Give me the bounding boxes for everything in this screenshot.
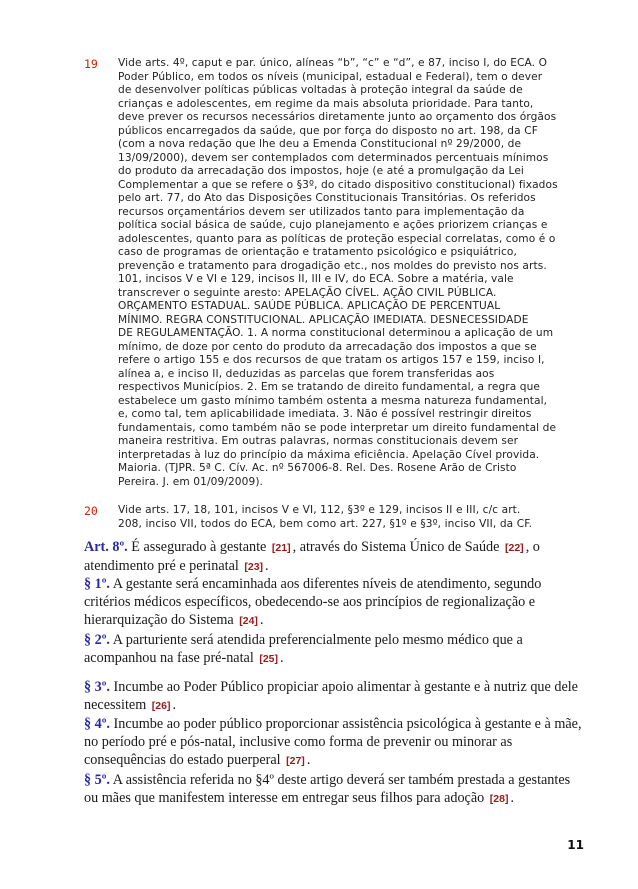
footnote-line: interpretadas à luz do princípio da máxima eficiência. Apelação Cível provida. [118,448,540,461]
footnote-line: estabelece um gasto mínimo também ostenta a mesma natureza fundamental, [118,394,548,407]
reference-24[interactable]: [24] [239,615,258,627]
paragraph-text: . [280,650,284,666]
footnote-number: 19 [84,57,98,71]
footnote-line: 208, inciso VII, todos do ECA, bem como art. 227, §1º e §3º, inciso VII, da CF. [118,517,533,530]
article-text: É assegurado à gestante [127,539,267,555]
page-number: 11 [567,838,584,852]
paragraph-4 [84,715,584,770]
footnote-line: adolescentes, quanto para as políticas de proteção especial correlatas, como é o [118,232,556,245]
footnote-line: de desenvolver políticas públicas voltadas à proteção integral da saúde de [118,84,523,96]
paragraph-text: . [172,697,177,713]
footnote-line: mínimo, de doze por cento do produto da arrecadação dos impostos a que se [118,340,537,353]
footnote-line: Vide arts. 17, 18, 101, incisos V e VI, 112, §3º e 129, incisos II e III, c/c art. [118,504,521,516]
paragraph-text: A gestante será encaminhada aos diferentes níveis de atendimento, segundo critérios médicos específicos, obedecendo-se aos princípios de regionalização e hierarquização do Sistema [84,576,542,628]
reference-27[interactable]: [27] [286,755,305,767]
footnote-line: do produto da arrecadação dos impostos, hoje (e até a promulgação da Lei [118,165,524,177]
footnote-line: política social básica de saúde, cujo planejamento e ações priorizem crianças e [118,219,548,231]
paragraph-1 [84,575,584,630]
paragraph-heading: § 1º. [84,576,110,592]
paragraph-heading: § 5º. [84,772,110,788]
reference-21[interactable]: [21] [271,542,291,554]
footnote-line: deve prever os recursos necessários diretamente junto ao orçamento dos órgãos [118,111,557,123]
paragraph-text: . [306,752,311,768]
article-8 [84,538,584,576]
article-text: , o atendimento pré e perinatal [84,539,540,574]
footnote-line: MÍNIMO. REGRA CONSTITUCIONAL. APLICAÇÃO IMEDIATA. DESNECESSIDADE [118,313,529,326]
article-heading: Art. 8º. [84,539,128,555]
footnote-line: fundamentais, como também não se pode interpretar um direito fundamental de [118,421,557,434]
paragraph-2 [84,631,584,668]
paragraph-text: A parturiente será atendida preferencialmente pelo mesmo médico que a acompanhou na fase pré-natal [84,632,523,666]
footnote-line: refere o artigo 155 e dos recursos de que tratam os artigos 157 e 159, inciso I, [118,354,545,366]
paragraph-heading: § 3º. [84,679,110,695]
reference-26[interactable]: [26] [151,700,171,712]
footnote-line: crianças e adolescentes, em regime da mais absoluta prioridade. Para tanto, [118,97,534,110]
footnote-line: maneira restritiva. Em outras palavras, normas constitucionais devem ser [118,435,519,447]
footnote-text [118,504,588,531]
article-text: , através do Sistema Único de Saúde [292,539,500,555]
reference-22[interactable]: [22] [505,542,524,554]
footnote-20 [84,504,588,531]
paragraph-text: . [510,790,515,806]
footnote-line: transcrever o seguinte aresto: APELAÇÃO CÍVEL. AÇÃO CIVIL PÚBLICA. [118,286,497,299]
footnote-line: (com a nova redação que lhe deu a Emenda Constitucional nº 29/2000, de [118,138,522,150]
footnote-line: 13/09/2000), devem ser contemplados com determinados percentuais mínimos [118,151,549,164]
paragraph-heading: § 2º. [84,632,110,648]
reference-25[interactable]: [25] [259,653,279,665]
footnote-line: 101, incisos V e VI e 129, incisos II, III e IV, do ECA. Sobre a matéria, vale [118,273,514,285]
paragraph-text: Incumbe ao poder público proporcionar assistência psicológica à gestante e à mãe, no período pré e pós-natal, inclusive como forma de prevenir ou minorar as consequências do estado puerperal [84,716,582,768]
paragraph-text: Incumbe ao Poder Público propiciar apoio alimentar à gestante e à nutriz que dele necessitem [84,679,578,713]
paragraph-heading: § 4º. [84,716,110,732]
footnote-line: DE REGULAMENTAÇÃO. 1. A norma constitucional determinou a aplicação de um [118,327,554,339]
footnote-line: ORÇAMENTO ESTADUAL. SAÚDE PÚBLICA. APLICAÇÃO DE PERCENTUAL [118,300,501,312]
paragraph-3 [84,678,584,715]
footnote-number: 20 [84,504,98,518]
paragraph-5 [84,771,584,808]
footnote-line: alínea a, e inciso II, deduzidas as parcelas que forem transferidas aos [118,367,495,380]
footnote-line: Maioria. (TJPR. 5ª C. Cív. Ac. nº 567006-8. Rel. Des. Rosene Arão de Cristo [118,462,517,474]
footnote-line: públicos encarregados da saúde, que por força do disposto no art. 198, da CF [118,124,538,137]
footnote-line: Poder Público, em todos os níveis (municipal, estadual e Federal), tem o dever [118,70,543,83]
paragraph-text: . [259,612,264,628]
footnote-line: recursos orçamentários devem ser utilizados tanto para implementação da [118,205,525,218]
footnote-line: pelo art. 77, do Ato das Disposições Constitucionais Transitórias. Os referidos [118,192,536,204]
article-text: . [265,558,269,574]
footnote-19 [84,57,588,489]
footnote-line: Pereira. J. em 01/09/2009). [118,475,264,488]
reference-23[interactable]: [23] [244,561,264,573]
footnote-line: e, como tal, tem aplicabilidade imediata. 3. Não é possível restringir direitos [118,408,532,420]
footnote-line: Vide arts. 4º, caput e par. único, alíneas “b”, “c” e “d”, e 87, inciso I, do ECA. O [118,57,548,69]
paragraph-text: A assistência referida no §4º deste artigo deverá ser também prestada a gestantes ou mães que manifestem interesse em entregar seus filhos para adoção [84,772,571,806]
footnote-line: respectivos Municípios. 2. Em se tratando de direito fundamental, a regra que [118,381,541,393]
footnote-line: Complementar a que se refere o §3º, do citado dispositivo constitucional) fixados [118,178,558,191]
footnote-line: prevenção e tratamento para drogadição etc., nos moldes do previsto nos arts. [118,259,547,272]
footnote-line: caso de programas de orientação e tratamento psicológico e psiquiátrico, [118,246,517,258]
footnote-text [118,57,588,489]
reference-28[interactable]: [28] [489,793,509,805]
